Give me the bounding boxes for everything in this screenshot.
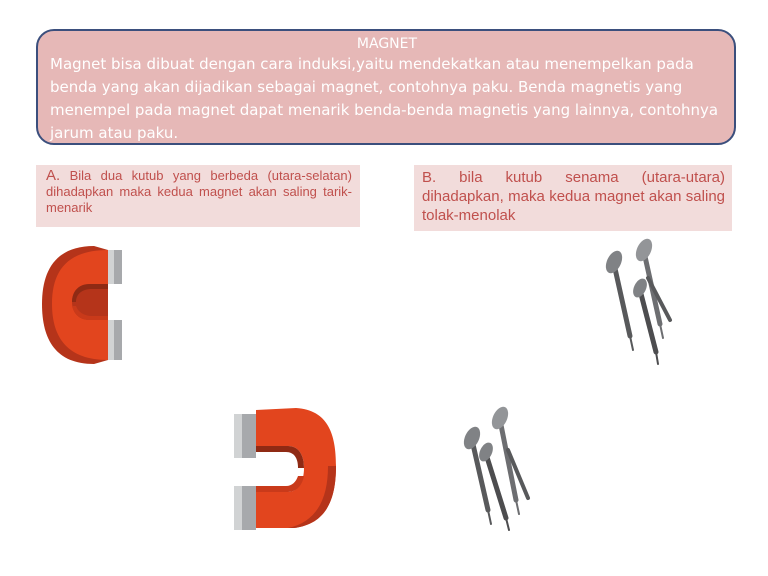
note-b-text: B. bila kutub senama (utara-utara) dihadapkan, maka kedua magnet akan saling tolak-menolak	[422, 169, 725, 224]
horseshoe-magnet-icon	[38, 240, 128, 370]
nails-icon	[600, 238, 680, 368]
note-a-attraction	[36, 165, 360, 227]
info-heading: MAGNET	[356, 36, 418, 52]
horseshoe-magnet-icon	[228, 402, 340, 532]
nails-icon	[458, 406, 538, 536]
note-b-repulsion	[414, 165, 732, 231]
note-a-letter: A.	[46, 167, 61, 184]
magnet-info-box	[36, 29, 736, 145]
info-body: Magnet bisa dibuat dengan cara induksi,yaitu mendekatkan atau menempelkan pada benda yang akan dijadikan sebagai magnet, contohnya paku. Benda magnetis yang menempel pada magnet dapat menarik benda-benda magnetis yang lainnya, contohnya jarum atau paku.	[50, 55, 719, 142]
note-a-text: Bila dua kutub yang berbeda (utara-selatan) dihadapkan maka kedua magnet akan saling tarik-menarik	[46, 168, 352, 215]
